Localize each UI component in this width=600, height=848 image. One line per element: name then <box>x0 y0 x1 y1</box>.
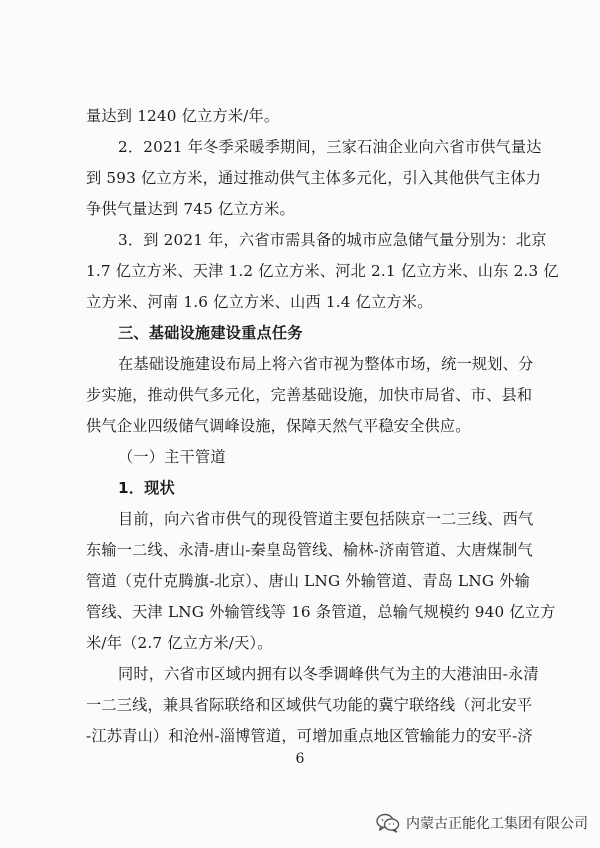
text-line: 目前，向六省市供气的现役管道主要包括陕京一二三线、西气 <box>118 510 534 528</box>
text-line: 管道（克什克腾旗-北京）、唐山 LNG 外输管道、青岛 LNG 外输 <box>86 572 530 590</box>
page-number: 6 <box>295 751 305 767</box>
text-line: -江苏青山）和沧州-淄博管道，可增加重点地区管输能力的安平-济 <box>86 727 533 745</box>
text-line: 到 593 亿立方米，通过推动供气主体多元化，引入其他供气主体力 <box>86 169 542 187</box>
text-line: 3．到 2021 年，六省市需具备的城市应急储气量分别为：北京 <box>118 231 547 249</box>
text-line: 争供气量达到 745 亿立方米。 <box>86 200 295 218</box>
text-line: 1.7 亿立方米、天津 1.2 亿立方米、河北 2.1 亿立方米、山东 2.3 亿 <box>86 262 559 280</box>
text-line: 步实施，推动供气多元化，完善基础设施，加快市局省、市、县和 <box>86 386 533 404</box>
text-line: 在基础设施建设布局上将六省市视为整体市场，统一规划、分 <box>118 355 534 373</box>
section-heading: 三、基础设施建设重点任务 <box>118 324 303 342</box>
text-line: 量达到 1240 亿立方米/年。 <box>86 107 280 125</box>
text-line: 一二三线，兼具省际联络和区域供气功能的冀宁联络线（河北安平 <box>86 696 533 714</box>
text-line: 供气企业四级储气调峰设施，保障天然气平稳安全供应。 <box>86 417 471 435</box>
subsection-heading: 1．现状 <box>118 479 175 497</box>
body-text <box>86 101 559 752</box>
wechat-icon <box>376 813 400 833</box>
text-line: 管线、天津 LNG 外输管线等 16 条管道，总输气规模约 940 亿立方 <box>86 603 556 621</box>
text-line: 东输一二线、永清-唐山-秦皇岛管线、榆林-济南管道、大唐煤制气 <box>86 541 533 559</box>
watermark-text: 内蒙古正能化工集团有限公司 <box>406 816 588 832</box>
text-line: 米/年（2.7 亿立方米/天）。 <box>86 634 273 652</box>
watermark <box>376 808 588 838</box>
text-line: 立方米、河南 1.6 亿立方米、山西 1.4 亿立方米。 <box>86 293 433 311</box>
subsection-heading: （一）主干管道 <box>118 448 226 466</box>
text-line: 同时，六省市区域内拥有以冬季调峰供气为主的大港油田-永清 <box>118 665 539 683</box>
text-line: 2．2021 年冬季采暖季期间，三家石油企业向六省市供气量达 <box>118 138 542 156</box>
